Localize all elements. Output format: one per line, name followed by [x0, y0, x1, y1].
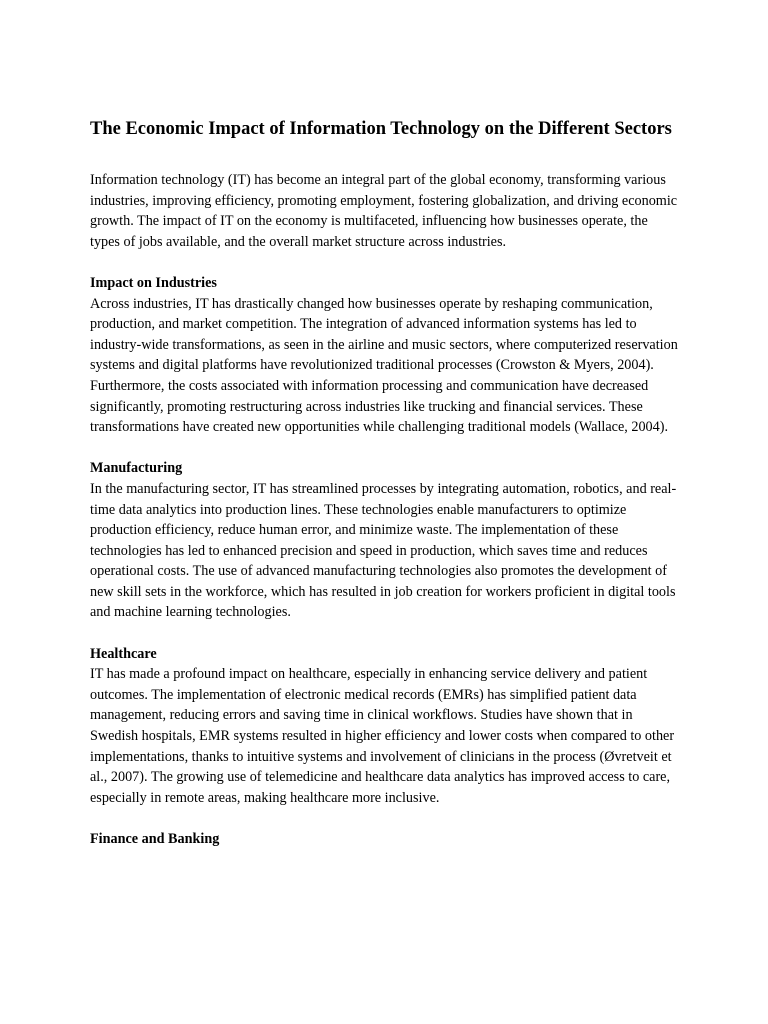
- section-impact-on-industries: [90, 273, 680, 438]
- section-heading: Healthcare: [90, 645, 157, 662]
- section-body: In the manufacturing sector, IT has streamlined processes by integrating automation, robotics, and real-time data analytics into production lines. These technologies enable manufacturers to optimize production efficiency, reduce human error, and minimize waste. The implementation of these technologies has led to enhanced precision and speed in production, which saves time and reduces operational costs. The use of advanced manufacturing technologies also promotes the development of new skill sets in the workforce, which has resulted in job creation for workers proficient in digital tools and machine learning technologies.: [90, 480, 677, 621]
- section-heading: Finance and Banking: [90, 831, 220, 847]
- section-healthcare: [90, 644, 680, 809]
- section-heading: Impact on Industries: [90, 274, 217, 291]
- document-page: [90, 116, 680, 870]
- intro-paragraph: Information technology (IT) has become an integral part of the global economy, transforming various industries, improving efficiency, promoting employment, fostering globalization, and driving economic growth. The impact of IT on the economy is multifaceted, influencing how businesses operate, the types of jobs available, and the overall market structure across industries.: [90, 172, 678, 250]
- section-body: IT has made a profound impact on healthcare, especially in enhancing service delivery and patient outcomes. The implementation of electronic medical records (EMRs) has simplified patient data management, reducing errors and saving time in clinical workflows. Studies have shown that in Swedish hospitals, EMR systems resulted in higher efficiency and lower costs when compared to other implementations, thanks to intuitive systems and involvement of clinicians in the process (Øvretveit et al., 2007). The growing use of telemedicine and healthcare data analytics has improved access to care, especially in remote areas, making healthcare more inclusive.: [90, 666, 675, 806]
- section-finance-and-banking: [90, 829, 680, 850]
- section-heading: Manufacturing: [90, 460, 183, 477]
- document-title: The Economic Impact of Information Technology on the Different Sectors: [90, 119, 672, 139]
- section-manufacturing: [90, 458, 680, 623]
- section-body: Across industries, IT has drastically changed how businesses operate by reshaping communication, production, and market competition. The integration of advanced information systems has led to industry-wide transformations, as seen in the airline and music sectors, where computerized reservation systems and digital platforms have revolutionized traditional processes (Crowston & Myers, 2004). Furthermore, the costs associated with information processing and communication have decreased significantly, promoting restructuring across industries like trucking and financial services. These transformations have created new opportunities while challenging traditional models (Wallace, 2004).: [90, 295, 678, 436]
